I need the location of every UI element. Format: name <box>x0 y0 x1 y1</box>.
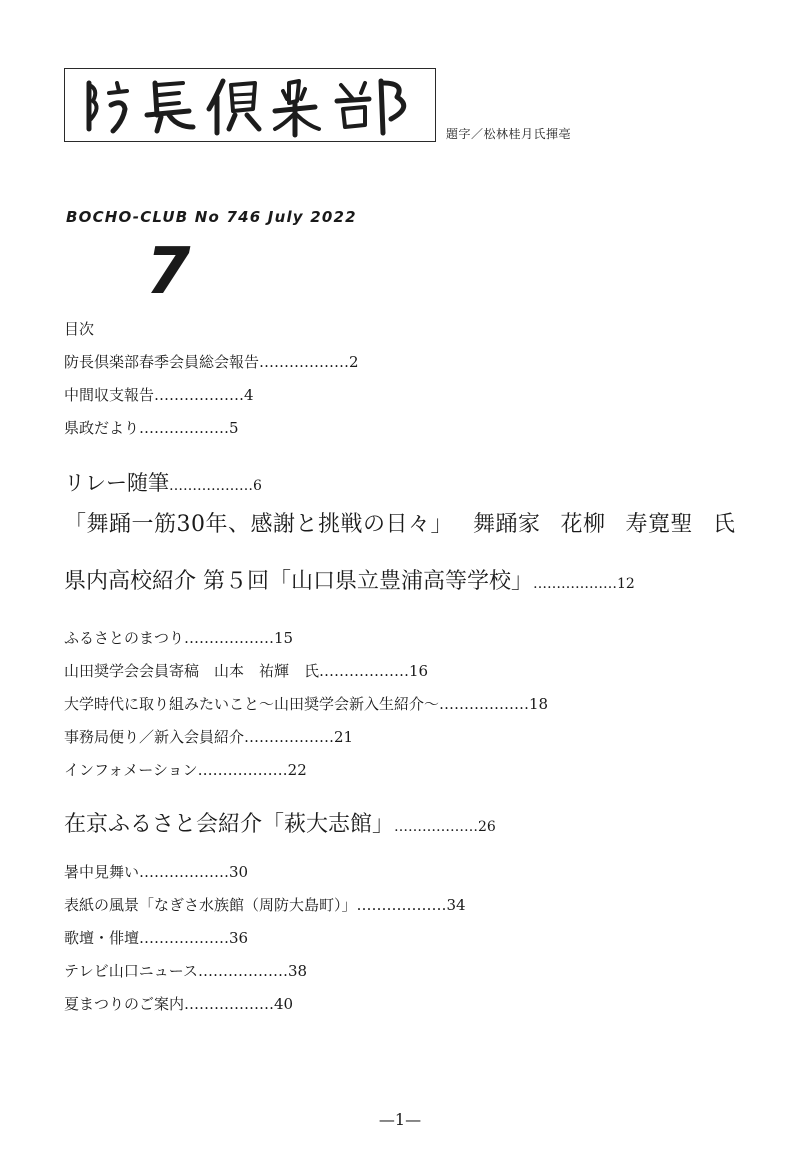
author-surname: 花柳 <box>560 512 606 537</box>
toc-leader: ……………… <box>154 386 245 404</box>
month-number: 7 <box>146 235 191 309</box>
toc-leader: ……………… <box>244 728 335 746</box>
toc-entry-page: 18 <box>529 695 549 713</box>
toc-entry[interactable] <box>64 895 466 928</box>
toc-entry[interactable] <box>64 862 466 895</box>
toc-leader: ……………… <box>184 629 275 647</box>
toc-entry-page: 21 <box>334 728 354 746</box>
toc-entry[interactable] <box>64 727 548 760</box>
toc-entry-title: 山田奨学会会員寄稿 山本 祐輝 氏 <box>64 662 320 680</box>
toc-entry-page: 38 <box>287 962 308 980</box>
toc-entry[interactable] <box>64 928 466 961</box>
relay-essay-detail <box>64 507 736 538</box>
toc-entry-title: ふるさとのまつり <box>64 629 185 647</box>
toc-leader: ……………… <box>259 353 350 371</box>
toc-entry[interactable] <box>64 661 548 694</box>
essay-title: 「舞踊一筋30年、感謝と挑戦の日々」 <box>64 512 453 537</box>
toc-entry-hometown[interactable] <box>64 807 496 838</box>
calligraphy-title-logo <box>65 69 435 141</box>
toc-entry-page: 2 <box>349 353 359 371</box>
toc-leader: ……………… <box>356 896 447 914</box>
page-folio: —1— <box>378 1110 422 1129</box>
toc-leader: ……………… <box>139 929 230 947</box>
toc-entry[interactable] <box>64 385 359 418</box>
toc-entry-page: 16 <box>409 662 429 680</box>
toc-entry-page: 4 <box>244 386 254 404</box>
author-role: 舞踊家 <box>473 512 541 537</box>
toc-leader: ……………… <box>139 419 230 437</box>
toc-entry-title: 歌壇・俳壇 <box>64 929 140 947</box>
toc-leader: ……………… <box>394 819 479 835</box>
toc-entry-title: 在京ふるさと会紹介「萩大志館」 <box>64 812 395 837</box>
toc-leader: ……………… <box>533 576 617 592</box>
toc-entry-title: 県内高校紹介 第５回「山口県立豊浦高等学校」 <box>64 569 533 594</box>
toc-entry[interactable] <box>64 760 548 793</box>
masthead-box <box>64 68 436 142</box>
toc-entry-relay-essay[interactable] <box>64 467 262 497</box>
toc-leader: ……………… <box>197 761 288 779</box>
author-honorific: 氏 <box>713 512 736 537</box>
toc-entry-title: 暑中見舞い <box>64 863 140 881</box>
toc-entry-title: テレビ山口ニュース <box>64 962 198 980</box>
toc-entry-title: リレー随筆 <box>64 471 169 495</box>
toc-entry-page: 26 <box>478 819 496 835</box>
toc-entry-page: 22 <box>287 761 307 779</box>
toc-entry-page: 34 <box>446 896 466 914</box>
toc-entry-page: 6 <box>253 478 262 494</box>
masthead-credit: 題字／松林桂月氏揮亳 <box>446 127 572 141</box>
toc-entry-title: 事務局便り／新入会員紹介 <box>64 728 245 746</box>
toc-group-3 <box>64 862 466 1027</box>
toc-entry-title: インフォメーション <box>64 761 198 779</box>
toc-leader: ……………… <box>169 478 253 494</box>
toc-entry-page: 12 <box>617 576 635 592</box>
toc-group-2 <box>64 628 548 793</box>
contents-heading: 目次 <box>64 320 95 338</box>
toc-entry[interactable] <box>64 352 359 385</box>
toc-entry-page: 15 <box>274 629 294 647</box>
toc-entry-title: 大学時代に取り組みたいこと～山田奨学会新入生紹介～ <box>64 695 440 713</box>
toc-entry-school[interactable] <box>64 564 635 595</box>
toc-entry-title: 県政だより <box>64 419 140 437</box>
toc-leader: ……………… <box>184 995 275 1013</box>
toc-leader: ……………… <box>139 863 230 881</box>
toc-entry-title: 中間収支報告 <box>64 386 155 404</box>
toc-entry-page: 5 <box>229 419 239 437</box>
toc-entry-title: 表紙の風景「なぎさ水族館（周防大島町）」 <box>64 896 357 914</box>
toc-leader: ……………… <box>439 695 530 713</box>
toc-leader: ……………… <box>319 662 410 680</box>
toc-entry[interactable] <box>64 961 466 994</box>
toc-entry-title: 防長倶楽部春季会員総会報告 <box>64 353 260 371</box>
toc-entry[interactable] <box>64 694 548 727</box>
author-given-name: 寿寛聖 <box>625 512 694 537</box>
toc-entry[interactable] <box>64 994 466 1027</box>
toc-group-1 <box>64 352 359 451</box>
toc-entry[interactable] <box>64 418 359 451</box>
toc-entry-page: 40 <box>274 995 294 1013</box>
toc-leader: ……………… <box>197 962 288 980</box>
toc-entry-page: 36 <box>229 929 249 947</box>
toc-entry-title: 夏まつりのご案内 <box>64 995 185 1013</box>
toc-entry-page: 30 <box>229 863 249 881</box>
issue-line: BOCHO-CLUB No 746 July 2022 <box>66 208 357 226</box>
toc-entry[interactable] <box>64 628 548 661</box>
